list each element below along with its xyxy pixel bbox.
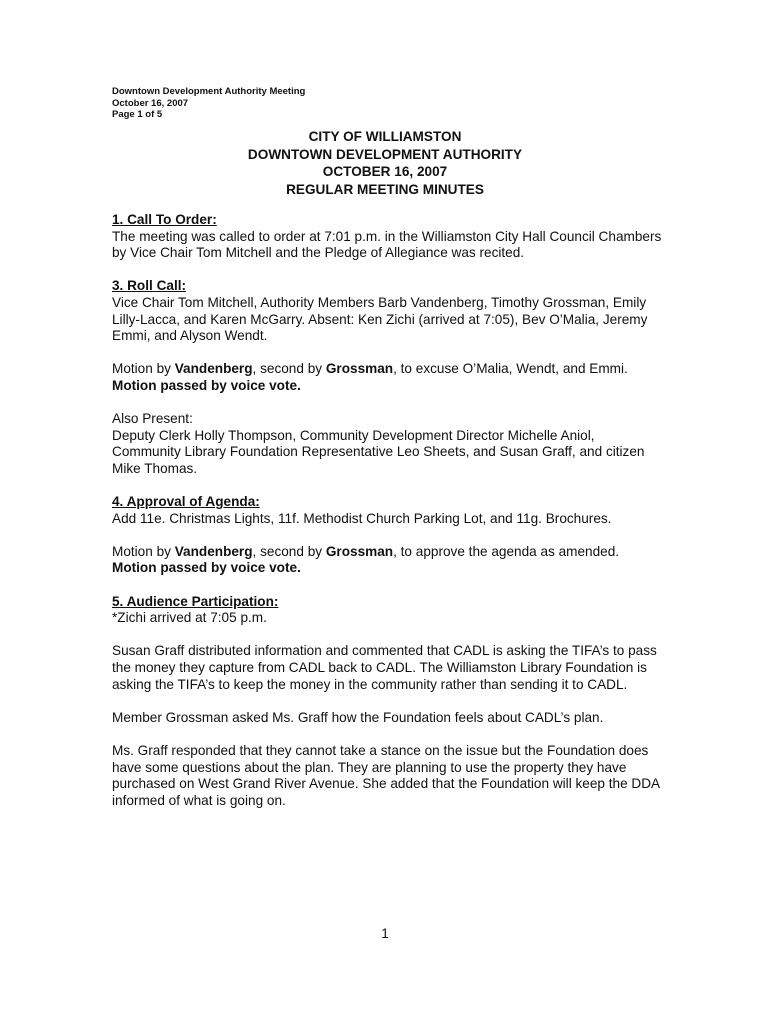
also-present-label: Also Present: <box>112 411 193 427</box>
section-heading: 3. Roll Call: <box>112 278 187 294</box>
motion-text: Motion by <box>112 361 175 377</box>
motion-text: , second by <box>252 543 326 559</box>
motion-mover: Vandenberg <box>174 361 253 377</box>
section-heading: 1. Call To Order: <box>112 212 217 227</box>
motion-text: , to approve the agenda as amended. <box>393 543 620 559</box>
motion-result: Motion passed by voice vote. <box>112 377 301 393</box>
motion-text: , to excuse O’Malia, Wendt, and Emmi. <box>393 361 628 377</box>
paragraph-text: Ms. Graff responded that they cannot take a stance on the issue but the Foundation does have some questions about the plan. They are planning to use the property they have purchased on West Grand River Avenue. She added that the Foundation will keep the DDA informed of what is going on. <box>112 743 660 808</box>
header-page-count: Page 1 of 5 <box>112 109 163 120</box>
section-text: The meeting was called to order at 7:01 p.m. in the Williamston City Hall Council Chambers by Vice Chair Tom Mitchell and the Pledge of Allegiance was recited. <box>112 228 662 261</box>
section-text: Vice Chair Tom Mitchell, Authority Members Barb Vandenberg, Timothy Grossman, Emily Lilly-Lacca, and Karen McGarry. Absent: Ken Zichi (arrived at 7:05), Bev O’Malia, Jeremy Emmi, and Alyson Wendt. <box>112 294 648 344</box>
paragraph-grossman-question <box>112 710 664 727</box>
section-call-to-order <box>112 212 664 262</box>
motion-seconder: Grossman <box>325 543 394 559</box>
motion-seconder: Grossman <box>325 361 394 377</box>
title-minutes: REGULAR MEETING MINUTES <box>286 181 484 197</box>
title-authority: DOWNTOWN DEVELOPMENT AUTHORITY <box>247 146 523 162</box>
paragraph-text: Member Grossman asked Ms. Graff how the Foundation feels about CADL’s plan. <box>112 709 604 725</box>
section-heading: 4. Approval of Agenda: <box>112 494 260 510</box>
title-date: OCTOBER 16, 2007 <box>322 164 448 179</box>
motion-approve-agenda <box>112 544 664 577</box>
document-title <box>112 128 658 198</box>
minutes-body <box>112 212 664 826</box>
section-heading: 5. Audience Participation: <box>112 593 279 609</box>
section-roll-call <box>112 278 664 344</box>
also-present-list: Deputy Clerk Holly Thompson, Community Development Director Michelle Aniol, Community Library Foundation Representative Leo Sheets, and Susan Graff, and citizen Mike Thomas. <box>112 427 645 476</box>
paragraph-graff-comment <box>112 643 664 693</box>
motion-excuse-absent <box>112 361 664 394</box>
motion-mover: Vandenberg <box>174 543 253 559</box>
page-number: 1 <box>381 926 389 941</box>
section-text: Add 11e. Christmas Lights, 11f. Methodist Church Parking Lot, and 11g. Brochures. <box>112 510 612 526</box>
motion-text: Motion by <box>112 543 175 559</box>
title-city: CITY OF WILLIAMSTON <box>308 129 462 144</box>
motion-text: , second by <box>252 361 326 377</box>
header-meeting-name: Downtown Development Authority Meeting <box>112 86 306 97</box>
section-audience-participation <box>112 594 664 627</box>
section-approval-of-agenda <box>112 494 664 527</box>
paragraph-graff-response <box>112 743 664 809</box>
running-header <box>112 86 305 121</box>
paragraph-text: Susan Graff distributed information and commented that CADL is asking the TIFA’s to pass the money they capture from CADL back to CADL. The Williamston Library Foundation is asking the TIFA’s to keep the money in the community rather than sending it to CADL. <box>112 643 657 692</box>
also-present <box>112 411 664 477</box>
header-date: October 16, 2007 <box>112 97 189 109</box>
arrival-note: *Zichi arrived at 7:05 p.m. <box>112 610 267 626</box>
motion-result: Motion passed by voice vote. <box>112 560 301 576</box>
